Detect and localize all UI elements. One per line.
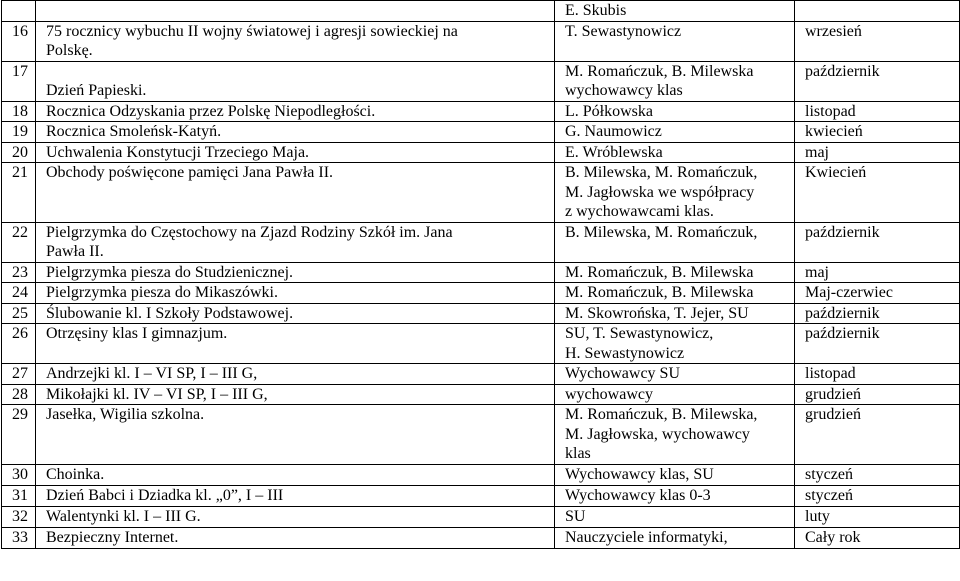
event-date: listopad <box>795 364 960 385</box>
row-number: 29 <box>2 405 36 465</box>
table-row <box>2 21 960 61</box>
responsible-persons: B. Milewska, M. Romańczuk, <box>555 222 795 262</box>
responsible-persons: G. Naumowicz <box>555 122 795 143</box>
table-row <box>2 262 960 283</box>
table-row <box>2 1 960 22</box>
table-row <box>2 303 960 324</box>
event-name: Choinka. <box>36 464 555 485</box>
event-name: Otrzęsiny klas I gimnazjum. <box>36 324 555 364</box>
event-name: Andrzejki kl. I – VI SP, I – III G, <box>36 364 555 385</box>
event-name: Bezpieczny Internet. <box>36 527 555 548</box>
event-name: Pielgrzymka piesza do Mikaszówki. <box>36 283 555 304</box>
event-date <box>795 1 960 22</box>
row-number: 20 <box>2 142 36 163</box>
row-number: 17 <box>2 61 36 101</box>
table-row <box>2 324 960 364</box>
event-name: Dzień Babci i Dziadka kl. „0”, I – III <box>36 485 555 506</box>
event-date: Maj-czerwiec <box>795 283 960 304</box>
row-number: 30 <box>2 464 36 485</box>
event-name: Pielgrzymka piesza do Studzienicznej. <box>36 262 555 283</box>
event-date: listopad <box>795 101 960 122</box>
event-date: kwiecień <box>795 122 960 143</box>
row-number: 21 <box>2 163 36 223</box>
event-name: Jasełka, Wigilia szkolna. <box>36 405 555 465</box>
events-table <box>1 0 960 549</box>
row-number: 32 <box>2 506 36 527</box>
table-row <box>2 464 960 485</box>
row-number: 26 <box>2 324 36 364</box>
responsible-persons: wychowawcy <box>555 384 795 405</box>
responsible-persons: Wychowawcy klas, SU <box>555 464 795 485</box>
responsible-persons: Nauczyciele informatyki, <box>555 527 795 548</box>
event-name: Rocznica Smoleńsk-Katyń. <box>36 122 555 143</box>
table-row <box>2 527 960 548</box>
row-number: 31 <box>2 485 36 506</box>
event-date: październik <box>795 61 960 101</box>
event-date: styczeń <box>795 485 960 506</box>
event-date: luty <box>795 506 960 527</box>
responsible-persons: SU <box>555 506 795 527</box>
row-number <box>2 1 36 22</box>
table-row <box>2 405 960 465</box>
row-number: 16 <box>2 21 36 61</box>
table-row <box>2 283 960 304</box>
responsible-persons: M. Romańczuk, B. Milewska wychowawcy klas <box>555 61 795 101</box>
row-number: 24 <box>2 283 36 304</box>
event-name: Obchody poświęcone pamięci Jana Pawła II. <box>36 163 555 223</box>
row-number: 25 <box>2 303 36 324</box>
event-date: Cały rok <box>795 527 960 548</box>
responsible-persons: Wychowawcy klas 0-3 <box>555 485 795 506</box>
event-date: październik <box>795 303 960 324</box>
event-date: październik <box>795 222 960 262</box>
table-row <box>2 142 960 163</box>
event-name: Ślubowanie kl. I Szkoły Podstawowej. <box>36 303 555 324</box>
table-row <box>2 101 960 122</box>
table-row <box>2 485 960 506</box>
event-date: maj <box>795 142 960 163</box>
event-date: maj <box>795 262 960 283</box>
event-date: grudzień <box>795 405 960 465</box>
responsible-persons: M. Skowrońska, T. Jejer, SU <box>555 303 795 324</box>
event-name: 75 rocznicy wybuchu II wojny światowej i agresji sowieckiej na Polskę. <box>36 21 555 61</box>
event-name: Walentynki kl. I – III G. <box>36 506 555 527</box>
event-name: Dzień Papieski. <box>36 61 555 101</box>
event-name <box>36 1 555 22</box>
table-row <box>2 364 960 385</box>
responsible-persons: Wychowawcy SU <box>555 364 795 385</box>
responsible-persons: T. Sewastynowicz <box>555 21 795 61</box>
row-number: 27 <box>2 364 36 385</box>
responsible-persons: M. Romańczuk, B. Milewska, M. Jagłowska, wychowawcy klas <box>555 405 795 465</box>
row-number: 19 <box>2 122 36 143</box>
responsible-persons: B. Milewska, M. Romańczuk, M. Jagłowska we współpracy z wychowawcami klas. <box>555 163 795 223</box>
row-number: 18 <box>2 101 36 122</box>
table-row <box>2 222 960 262</box>
row-number: 22 <box>2 222 36 262</box>
table-row <box>2 384 960 405</box>
responsible-persons: M. Romańczuk, B. Milewska <box>555 262 795 283</box>
responsible-persons: E. Skubis <box>555 1 795 22</box>
row-number: 23 <box>2 262 36 283</box>
table-row <box>2 122 960 143</box>
row-number: 28 <box>2 384 36 405</box>
event-name: Mikołajki kl. IV – VI SP, I – III G, <box>36 384 555 405</box>
event-name: Uchwalenia Konstytucji Trzeciego Maja. <box>36 142 555 163</box>
event-date: wrzesień <box>795 21 960 61</box>
event-date: grudzień <box>795 384 960 405</box>
table-row <box>2 506 960 527</box>
table-row <box>2 61 960 101</box>
row-number: 33 <box>2 527 36 548</box>
table-row <box>2 163 960 223</box>
responsible-persons: L. Półkowska <box>555 101 795 122</box>
event-date: styczeń <box>795 464 960 485</box>
responsible-persons: E. Wróblewska <box>555 142 795 163</box>
responsible-persons: M. Romańczuk, B. Milewska <box>555 283 795 304</box>
event-date: Kwiecień <box>795 163 960 223</box>
responsible-persons: SU, T. Sewastynowicz, H. Sewastynowicz <box>555 324 795 364</box>
event-date: październik <box>795 324 960 364</box>
event-name: Rocznica Odzyskania przez Polskę Niepodległości. <box>36 101 555 122</box>
event-name: Pielgrzymka do Częstochowy na Zjazd Rodziny Szkół im. Jana Pawła II. <box>36 222 555 262</box>
